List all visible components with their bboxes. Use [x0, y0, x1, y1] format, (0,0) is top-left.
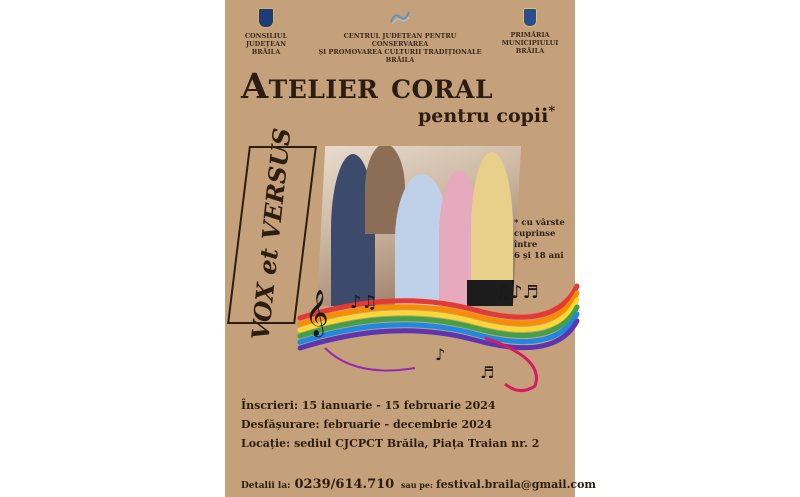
age-note-line: 6 și 18 ani	[514, 251, 564, 261]
location	[241, 437, 539, 450]
age-note-line: între	[514, 240, 538, 250]
organizer-name-line1: CENTRUL JUDEȚEAN PENTRU CONSERVAREA	[343, 32, 457, 48]
location-label: Locație:	[241, 437, 291, 450]
age-note	[514, 218, 574, 262]
organizer-county-council	[227, 8, 305, 56]
organizer-city-hall	[487, 8, 573, 55]
activity-period	[241, 418, 492, 431]
music-notes-icon: ♪♫	[350, 292, 378, 313]
rainbow-music-swirl	[295, 268, 580, 398]
subtitle-asterisk: *	[548, 104, 556, 119]
wave-logo-icon	[389, 8, 411, 26]
age-note-line: cuprinse	[514, 229, 556, 239]
age-note-line: * cu vârste	[514, 218, 565, 228]
music-notes-icon: ♫♪♬	[495, 282, 539, 303]
music-note-icon: ♪	[435, 345, 446, 364]
contact-phone	[241, 473, 394, 492]
subtitle-text: pentru copii	[418, 105, 549, 127]
location-value: sediul CJCPCT Brăila, Piața Traian nr. 2	[294, 437, 540, 450]
organizer-name-line1: PRIMĂRIA MUNICIPIULUI	[501, 31, 559, 47]
vox-et-versus-label: VOX et VERSUS	[245, 126, 297, 342]
activity-label: Desfășurare:	[241, 418, 320, 431]
email-address[interactable]: festival.braila@gmail.com	[435, 478, 597, 491]
treble-clef-icon: 𝄞	[305, 290, 329, 336]
registration-period	[241, 399, 496, 412]
poster-title: Atelier coral	[241, 66, 494, 107]
contact-email	[401, 473, 596, 492]
registration-label: Înscrieri:	[241, 399, 299, 412]
event-poster	[225, 0, 597, 497]
organizer-name-line2: BRĂILA	[251, 48, 281, 56]
phone-label: Detalii la:	[241, 481, 291, 491]
organizer-name-line2: BRĂILA	[515, 47, 545, 55]
phone-number[interactable]: 0239/614.710	[294, 477, 395, 492]
purple-swirl	[325, 348, 415, 371]
organizer-culture-center	[315, 8, 485, 64]
county-shield-icon	[258, 8, 274, 28]
poster-subtitle	[418, 104, 555, 127]
city-crest-icon	[523, 8, 537, 27]
organizer-name-line1: CONSILIUL JUDEȚEAN	[244, 32, 288, 48]
organizer-name-line2: ȘI PROMOVAREA CULTURII TRADIȚIONALE BRĂILA	[318, 48, 482, 64]
activity-value: februarie - decembrie 2024	[323, 418, 493, 431]
registration-value: 15 ianuarie - 15 februarie 2024	[301, 399, 496, 412]
email-label: sau pe:	[401, 480, 433, 490]
music-note-icon: ♬	[480, 363, 495, 382]
